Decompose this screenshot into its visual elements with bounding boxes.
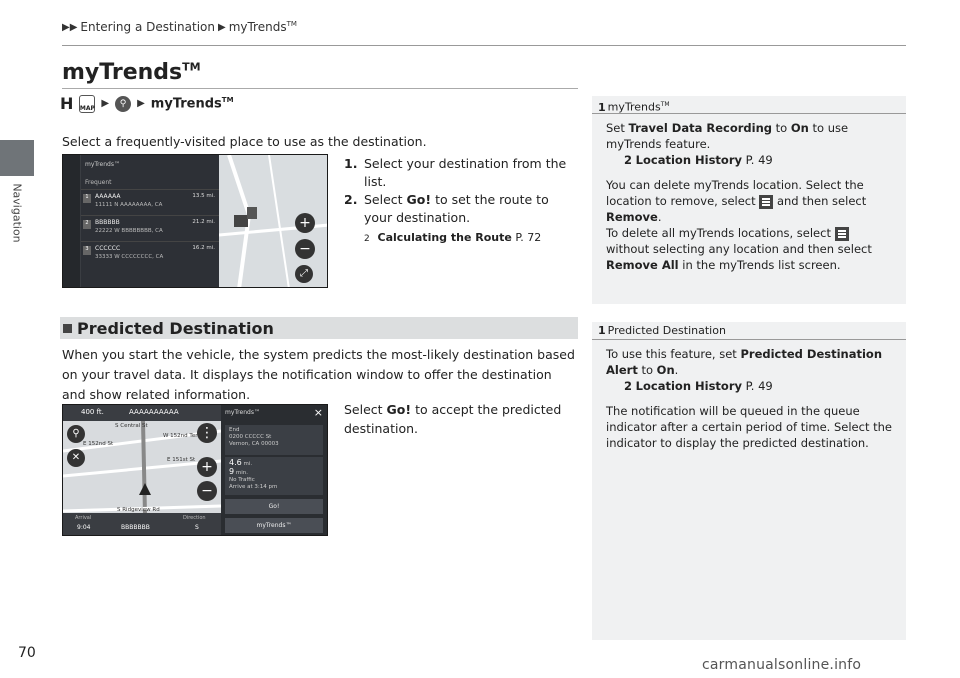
chapter-tab	[0, 140, 34, 176]
fullscreen-icon: ⤢	[295, 265, 313, 283]
home-button-icon: H	[60, 94, 74, 113]
reference-arrow-icon: 2	[364, 234, 370, 244]
step-2: 2. Select Go! to set the route to your destination.	[344, 192, 549, 225]
predicted-destination-panel: myTrends™ × End 0200 CCCCC St Vernon, CA 00003 4.6 mi. 9 min. No Traffic Arrive at 3:14 pm Go! myTrends™	[221, 405, 327, 535]
trip-summary-card: 4.6 mi. 9 min. No Traffic Arrive at 3:14 pm	[225, 457, 323, 495]
list-item: 3 CCCCCC 33333 W CCCCCCCC, CA 16.2 mi.	[81, 241, 219, 267]
step-1: 1. Select your destination from the list.	[344, 156, 567, 189]
search-icon: ⚲	[115, 96, 131, 112]
menu-icon	[835, 227, 849, 241]
menu-icon	[759, 195, 773, 209]
menu-path	[60, 94, 234, 113]
breadcrumb	[62, 20, 297, 34]
title-divider	[62, 88, 578, 89]
close-icon: ✕	[67, 449, 85, 467]
mytrends-list-panel	[63, 155, 219, 287]
predicted-destination-screen-image	[62, 404, 328, 536]
breadcrumb-part1: Entering a Destination	[80, 20, 215, 34]
map-icon: MAP	[79, 95, 95, 113]
map-view	[219, 155, 327, 287]
cross-reference: 2 Calculating the Route P. 72	[364, 231, 542, 244]
note-mytrends: 1 myTrends™ Set Travel Data Recording to On to use myTrends feature. 2 Location History P. 49 You can delete myTrends location. Select the location to remove, select and then select Remove. To delete all myTrends locations, select without selecting any location and then select Remove All in the myTrends list screen.	[592, 96, 906, 304]
destination-card: End 0200 CCCCC St Vernon, CA 00003	[225, 425, 323, 455]
guidance-bar: 400 ft. AAAAAAAAAA	[63, 405, 221, 421]
step-list	[344, 155, 574, 247]
note-predicted-destination: 1 Predicted Destination To use this feature, set Predicted Destination Alert to On. 2 Location History P. 49 The notification will be queued in the queue indicator after a certain period of time. Select the indicator to display the predicted destination.	[592, 322, 906, 640]
frequent-label: Frequent	[85, 179, 112, 186]
search-icon: ⚲	[67, 425, 85, 443]
chapter-label: Navigation	[10, 183, 24, 243]
breadcrumb-part2: myTrends™	[228, 20, 297, 34]
zoom-in-icon: +	[295, 213, 315, 233]
page-number: 70	[18, 645, 36, 661]
section-body: When you start the vehicle, the system predicts the most-likely destination based on your travel data. It displays the notification window to offer the destination and show related information.	[62, 347, 575, 402]
page-title: myTrends™	[62, 60, 201, 85]
more-options-icon: ⋮	[197, 423, 217, 443]
go-button: Go!	[225, 499, 323, 514]
zoom-out-icon: −	[197, 481, 217, 501]
screen-header: myTrends™	[85, 161, 120, 168]
section-heading: Predicted Destination	[60, 317, 578, 339]
list-item: 1 AAAAAA 11111 N AAAAAAAA, CA 13.5 mi.	[81, 189, 219, 215]
zoom-out-icon: −	[295, 239, 315, 259]
list-item: 2 BBBBBB 22222 W BBBBBBBB, CA 21.2 mi.	[81, 215, 219, 241]
cross-reference: 2 Location History P. 49	[624, 379, 773, 393]
path-target: myTrends™	[150, 95, 234, 112]
intro-text: Select a frequently-visited place to use as the destination.	[62, 134, 427, 149]
mytrends-button: myTrends™	[225, 518, 323, 533]
header-divider	[62, 45, 906, 46]
accept-instruction: Select Go! to accept the predicted destination.	[344, 402, 562, 436]
trip-info-bar: Arrival 9:04 BBBBBBB Direction S	[63, 513, 221, 535]
mytrends-screen-image	[62, 154, 328, 288]
close-icon: ×	[313, 406, 323, 419]
watermark: carmanualsonline.info	[702, 657, 862, 673]
breadcrumb-arrow-icon: ▶▶	[62, 21, 78, 33]
section-marker-icon	[63, 324, 72, 333]
path-arrow-icon: ▶	[101, 98, 110, 109]
map-view: S Central St W 152nd Ter E 152nd St E 151st St S Ridgeview Rd ⚲ ✕ ⋮ + −	[63, 421, 221, 515]
path-arrow-icon: ▶	[137, 98, 145, 109]
zoom-in-icon: +	[197, 457, 217, 477]
breadcrumb-arrow-icon: ▶	[218, 21, 226, 33]
cross-reference: 2 Location History P. 49	[624, 153, 773, 167]
